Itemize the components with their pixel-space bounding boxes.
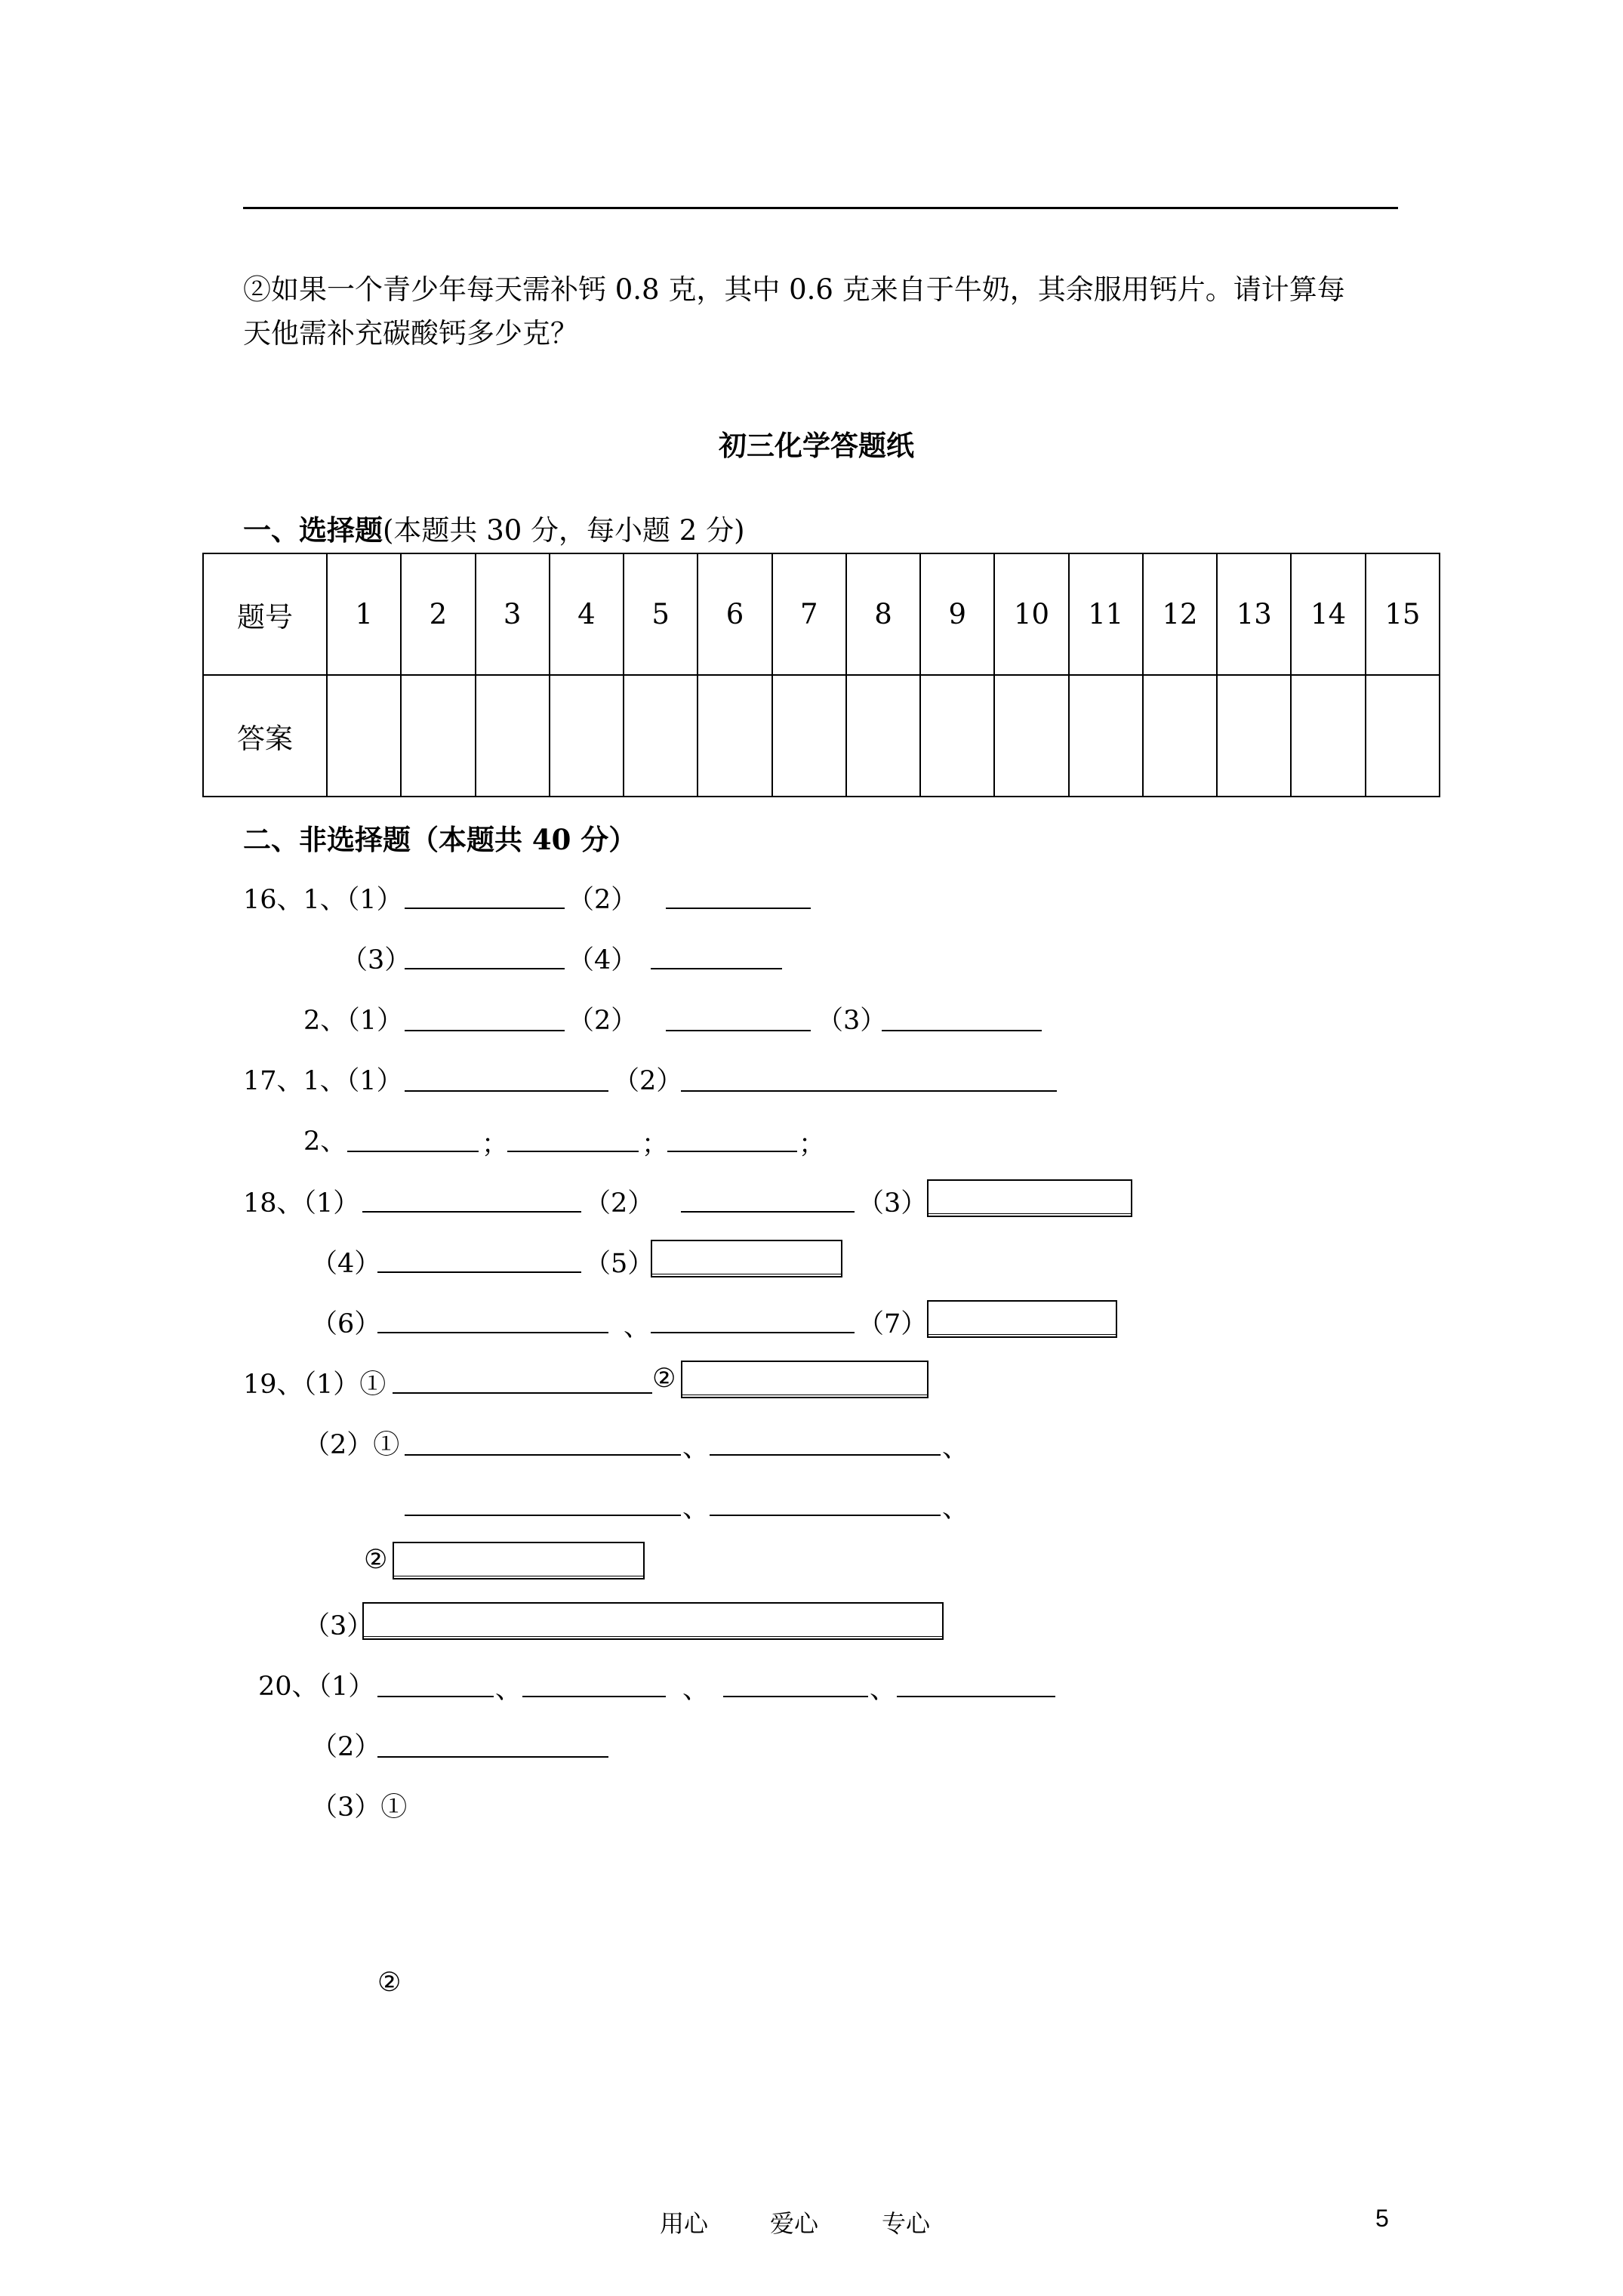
q18-5-label: （5） — [584, 1249, 654, 1279]
q19-1-label: 19、（1）① — [243, 1370, 387, 1400]
answer-cell[interactable] — [698, 675, 771, 797]
answer-cell[interactable] — [476, 675, 550, 797]
answer-blank[interactable] — [507, 1151, 639, 1152]
answer-box[interactable] — [681, 1361, 929, 1398]
semicolon: ； — [482, 1130, 509, 1160]
answer-blank[interactable] — [666, 908, 811, 909]
q19-3-label: （3） — [303, 1611, 374, 1641]
q20-1-label: 20、（1） — [258, 1672, 375, 1702]
table-cell: 2 — [401, 553, 475, 675]
separator: 、 — [682, 1675, 710, 1705]
q16-1-3-label: （3） — [341, 945, 411, 975]
answer-blank[interactable] — [882, 1030, 1042, 1031]
answer-table — [202, 553, 1440, 797]
answer-blank[interactable] — [405, 1030, 565, 1031]
answer-cell[interactable] — [550, 675, 624, 797]
answer-blank[interactable] — [710, 1454, 941, 1456]
answer-cell[interactable] — [994, 675, 1068, 797]
q16-2-3-label: （3） — [817, 1006, 887, 1036]
table-cell: 4 — [550, 553, 624, 675]
answer-blank[interactable] — [362, 1211, 581, 1213]
semicolon: ； — [642, 1130, 669, 1160]
answer-blank[interactable] — [710, 1515, 941, 1516]
answer-box[interactable] — [651, 1240, 842, 1277]
q19-2-2-label: ② — [364, 1545, 388, 1575]
table-header-answer: 答案 — [203, 675, 327, 797]
table-cell: 12 — [1143, 553, 1217, 675]
table-cell: 9 — [920, 553, 994, 675]
answer-blank[interactable] — [377, 1332, 608, 1333]
table-cell: 8 — [846, 553, 920, 675]
page-number: 5 — [1375, 2205, 1389, 2232]
answer-blank[interactable] — [651, 968, 782, 969]
answer-blank[interactable] — [347, 1151, 479, 1152]
table-row-numbers — [203, 553, 1440, 675]
page-title: 初三化学答题纸 — [719, 429, 914, 462]
answer-blank[interactable] — [667, 1151, 797, 1152]
question-line-1: ②如果一个青少年每天需补钙 0.8 克，其中 0.6 克来自于牛奶，其余服用钙片。请计算每 — [243, 273, 1345, 306]
header-rule — [243, 207, 1398, 209]
separator: 、 — [870, 1675, 897, 1705]
answer-box[interactable] — [927, 1300, 1117, 1338]
q19-1-2-label: ② — [652, 1364, 676, 1394]
q18-4-label: （4） — [311, 1249, 381, 1279]
footer-word: 专心 — [882, 2209, 931, 2238]
table-cell: 14 — [1291, 553, 1365, 675]
answer-cell[interactable] — [624, 675, 698, 797]
answer-cell[interactable] — [772, 675, 846, 797]
q18-2-label: （2） — [584, 1188, 654, 1219]
q16-1-label: 16、1、（1） — [243, 885, 403, 915]
q20-3-label: （3）① — [311, 1792, 408, 1823]
answer-cell[interactable] — [327, 675, 401, 797]
semicolon: ； — [799, 1130, 826, 1160]
question-line-2: 天他需补充碳酸钙多少克？ — [243, 317, 578, 350]
answer-blank[interactable] — [522, 1696, 666, 1697]
table-row-answers — [203, 675, 1440, 797]
answer-blank[interactable] — [405, 908, 565, 909]
q16-2-label: 2、（1） — [303, 1006, 404, 1036]
footer-word: 用心 — [660, 2209, 709, 2238]
table-cell: 13 — [1217, 553, 1291, 675]
q20-2-label: （2） — [311, 1732, 381, 1762]
separator: 、 — [624, 1312, 651, 1342]
table-cell: 10 — [994, 553, 1068, 675]
answer-blank[interactable] — [651, 1332, 855, 1333]
separator: 、 — [495, 1675, 522, 1705]
answer-cell[interactable] — [401, 675, 475, 797]
separator: 、 — [942, 1433, 969, 1463]
table-cell: 7 — [772, 553, 846, 675]
answer-blank[interactable] — [405, 968, 565, 969]
separator: 、 — [682, 1493, 710, 1524]
answer-blank[interactable] — [405, 1454, 681, 1456]
table-cell: 15 — [1366, 553, 1440, 675]
section1-note: (本题共 30 分，每小题 2 分) — [383, 514, 745, 547]
section1-heading — [243, 507, 745, 548]
answer-blank[interactable] — [723, 1696, 868, 1697]
q16-1-4-label: （4） — [568, 945, 638, 975]
answer-cell[interactable] — [1217, 675, 1291, 797]
table-cell: 1 — [327, 553, 401, 675]
table-cell: 11 — [1069, 553, 1143, 675]
table-header-number: 题号 — [203, 553, 327, 675]
answer-cell[interactable] — [1366, 675, 1440, 797]
table-cell: 3 — [476, 553, 550, 675]
q18-7-label: （7） — [858, 1309, 928, 1339]
q18-1-label: 18、（1） — [243, 1188, 360, 1219]
answer-blank[interactable] — [393, 1392, 652, 1394]
answer-blank[interactable] — [681, 1090, 1057, 1092]
answer-blank[interactable] — [377, 1271, 581, 1273]
answer-blank[interactable] — [405, 1515, 681, 1516]
answer-blank[interactable] — [405, 1090, 608, 1092]
answer-box[interactable] — [927, 1179, 1132, 1217]
q18-6-label: （6） — [311, 1309, 381, 1339]
q20-3-2-label: ② — [377, 1968, 402, 1998]
answer-cell[interactable] — [1069, 675, 1143, 797]
answer-cell[interactable] — [1291, 675, 1365, 797]
footer-word: 爱心 — [770, 2209, 819, 2238]
answer-blank[interactable] — [897, 1696, 1055, 1697]
table-cell: 5 — [624, 553, 698, 675]
answer-cell[interactable] — [846, 675, 920, 797]
answer-blank[interactable] — [377, 1756, 608, 1758]
q16-1-2-label: （2） — [568, 885, 638, 915]
q16-2-2-label: （2） — [568, 1006, 638, 1036]
answer-blank[interactable] — [681, 1211, 855, 1213]
answer-cell[interactable] — [920, 675, 994, 797]
answer-box[interactable] — [393, 1542, 645, 1579]
q17-1-2-label: （2） — [613, 1066, 683, 1096]
separator: 、 — [682, 1433, 710, 1463]
q19-2-label: （2）① — [303, 1430, 400, 1460]
q17-1-label: 17、1、（1） — [243, 1066, 403, 1096]
answer-blank[interactable] — [377, 1696, 494, 1697]
table-cell: 6 — [698, 553, 771, 675]
answer-box[interactable] — [362, 1602, 944, 1640]
separator: 、 — [942, 1493, 969, 1524]
section1-title: 一、选择题 — [243, 513, 383, 547]
section2-heading: 二、非选择题（本题共 40 分） — [243, 823, 637, 856]
answer-blank[interactable] — [666, 1030, 811, 1031]
q17-2-label: 2、 — [303, 1126, 347, 1157]
answer-cell[interactable] — [1143, 675, 1217, 797]
q18-3-label: （3） — [858, 1188, 928, 1219]
